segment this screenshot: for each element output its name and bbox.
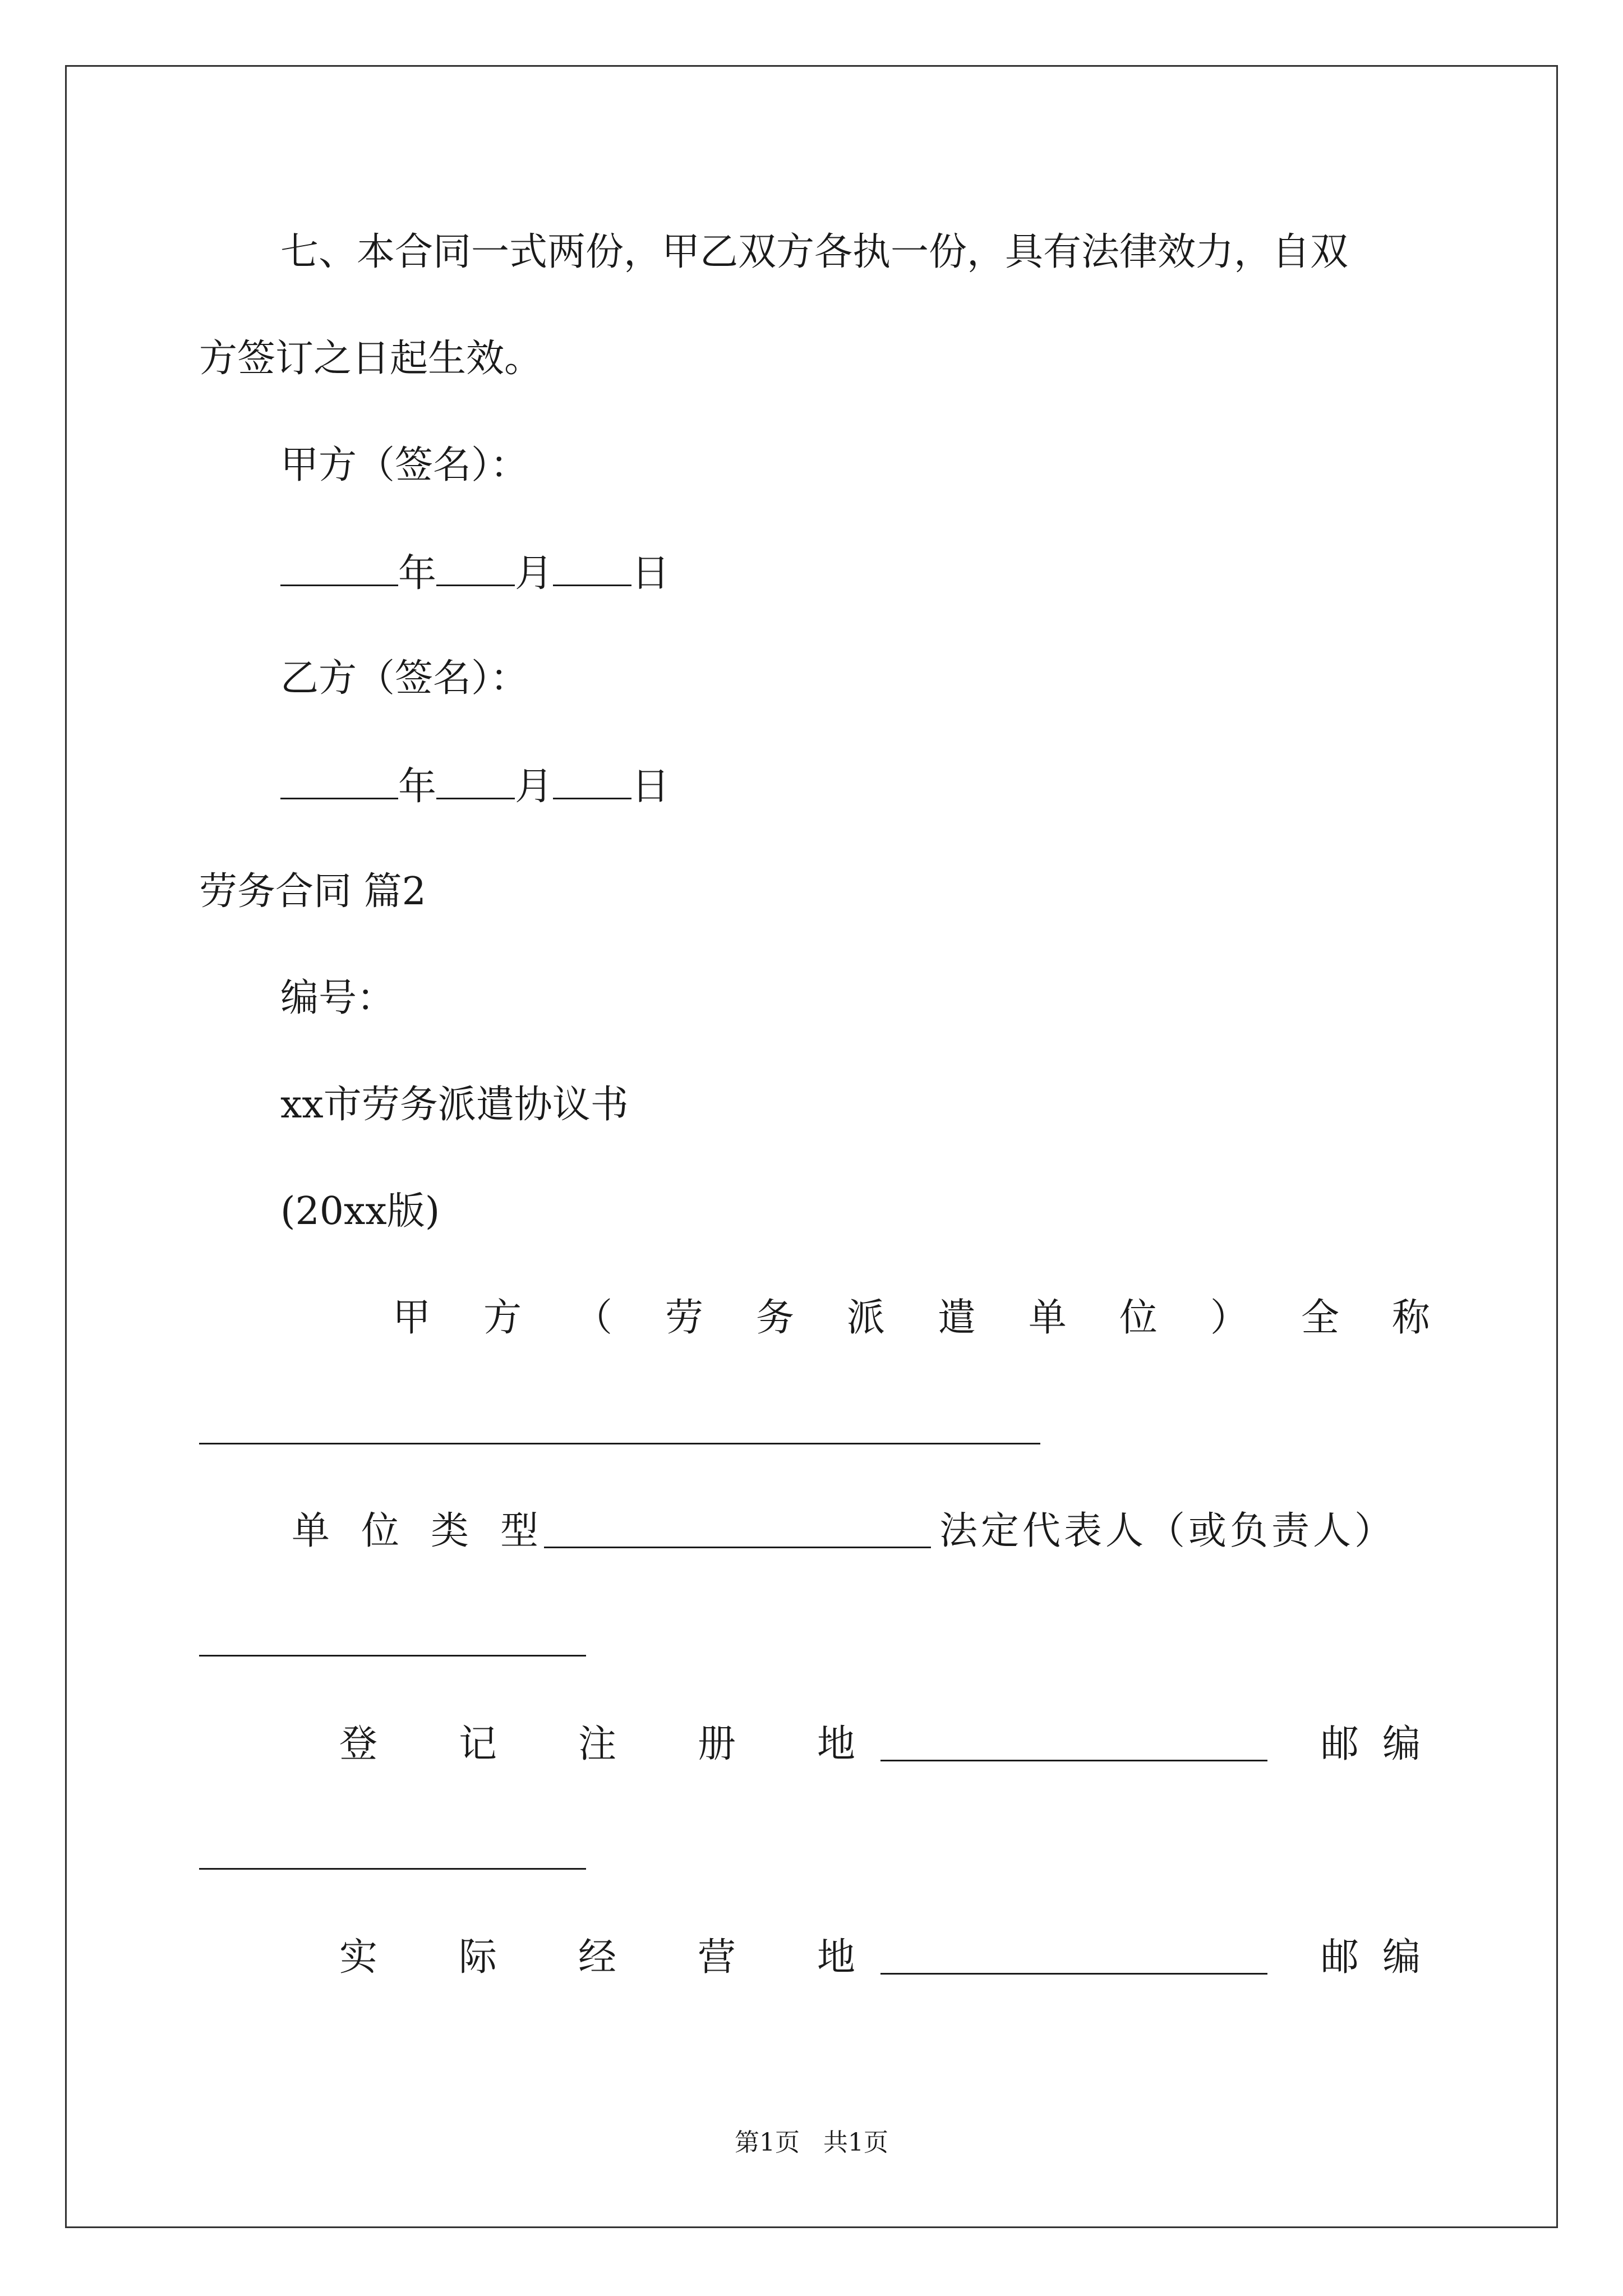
page-border [65, 65, 1558, 2228]
char: 方 [483, 1296, 522, 1340]
edition-label: (20xx版) [280, 1189, 440, 1234]
char: 位 [1119, 1296, 1158, 1340]
day-label: 日 [631, 765, 670, 809]
operating-place-blank-line [880, 1973, 1267, 1975]
legal-rep-blank-line [199, 1655, 586, 1657]
page-footer: 第1页 共1页 [735, 2128, 888, 2157]
char: 单 [292, 1509, 330, 1553]
unit-type-blank-line [544, 1547, 931, 1548]
legal-representative-label: 法定代表人（或负责人） [939, 1509, 1396, 1553]
paragraph-7-line-1: 七、本合同一式两份，甲乙双方各执一份，具有法律效力，自双 [280, 230, 1349, 274]
party-b-signature-label: 乙方（签名）： [280, 656, 529, 701]
month-blank [436, 550, 515, 586]
year-label: 年 [398, 765, 437, 809]
day-blank [553, 550, 631, 586]
section-heading: 劳务合同 篇2 [199, 869, 426, 914]
unit-type-label [292, 1509, 538, 1554]
fullname-blank-line [199, 1443, 1040, 1444]
char: 经 [578, 1935, 616, 1980]
char: 册 [697, 1722, 736, 1766]
char: 注 [578, 1722, 616, 1766]
char: 记 [458, 1722, 497, 1766]
char: 单 [1028, 1296, 1067, 1340]
char: 全 [1301, 1296, 1339, 1340]
char: 位 [361, 1509, 399, 1553]
operating-place-label [339, 1935, 855, 1980]
year-label: 年 [398, 551, 437, 596]
party-a-fullname-label [393, 1296, 1430, 1341]
month-label: 月 [515, 765, 554, 809]
char: 甲 [393, 1296, 431, 1340]
day-blank [553, 763, 631, 799]
month-label: 月 [515, 551, 554, 596]
paragraph-7-line-2: 方签订之日起生效。 [199, 337, 543, 381]
year-blank [280, 550, 398, 586]
char: 营 [697, 1935, 736, 1980]
date-line-b [280, 763, 670, 808]
char: 类 [430, 1509, 469, 1553]
char: 务 [755, 1296, 794, 1340]
char: 实 [339, 1935, 378, 1980]
char: 际 [458, 1935, 497, 1980]
char: 地 [817, 1722, 855, 1766]
postcode-blank-line [199, 1868, 586, 1870]
registered-place-label [339, 1722, 855, 1767]
char: 派 [846, 1296, 885, 1340]
month-blank [436, 763, 515, 799]
party-a-signature-label: 甲方（签名）： [280, 443, 529, 487]
agreement-title: xx市劳务派遣协议书 [280, 1083, 629, 1127]
day-label: 日 [631, 551, 670, 596]
char: 型 [500, 1509, 538, 1553]
char: （ [574, 1296, 612, 1340]
char: ） [1210, 1296, 1248, 1340]
number-label: 编号： [280, 976, 395, 1020]
char: 称 [1391, 1296, 1430, 1340]
postcode-label: 邮编 [1321, 1722, 1445, 1766]
postcode-label: 邮编 [1321, 1935, 1445, 1980]
char: 地 [817, 1935, 855, 1980]
char: 登 [339, 1722, 378, 1766]
char: 劳 [665, 1296, 703, 1340]
year-blank [280, 763, 398, 799]
registered-place-blank-line [880, 1760, 1267, 1761]
char: 遣 [937, 1296, 976, 1340]
date-line-a [280, 550, 670, 595]
